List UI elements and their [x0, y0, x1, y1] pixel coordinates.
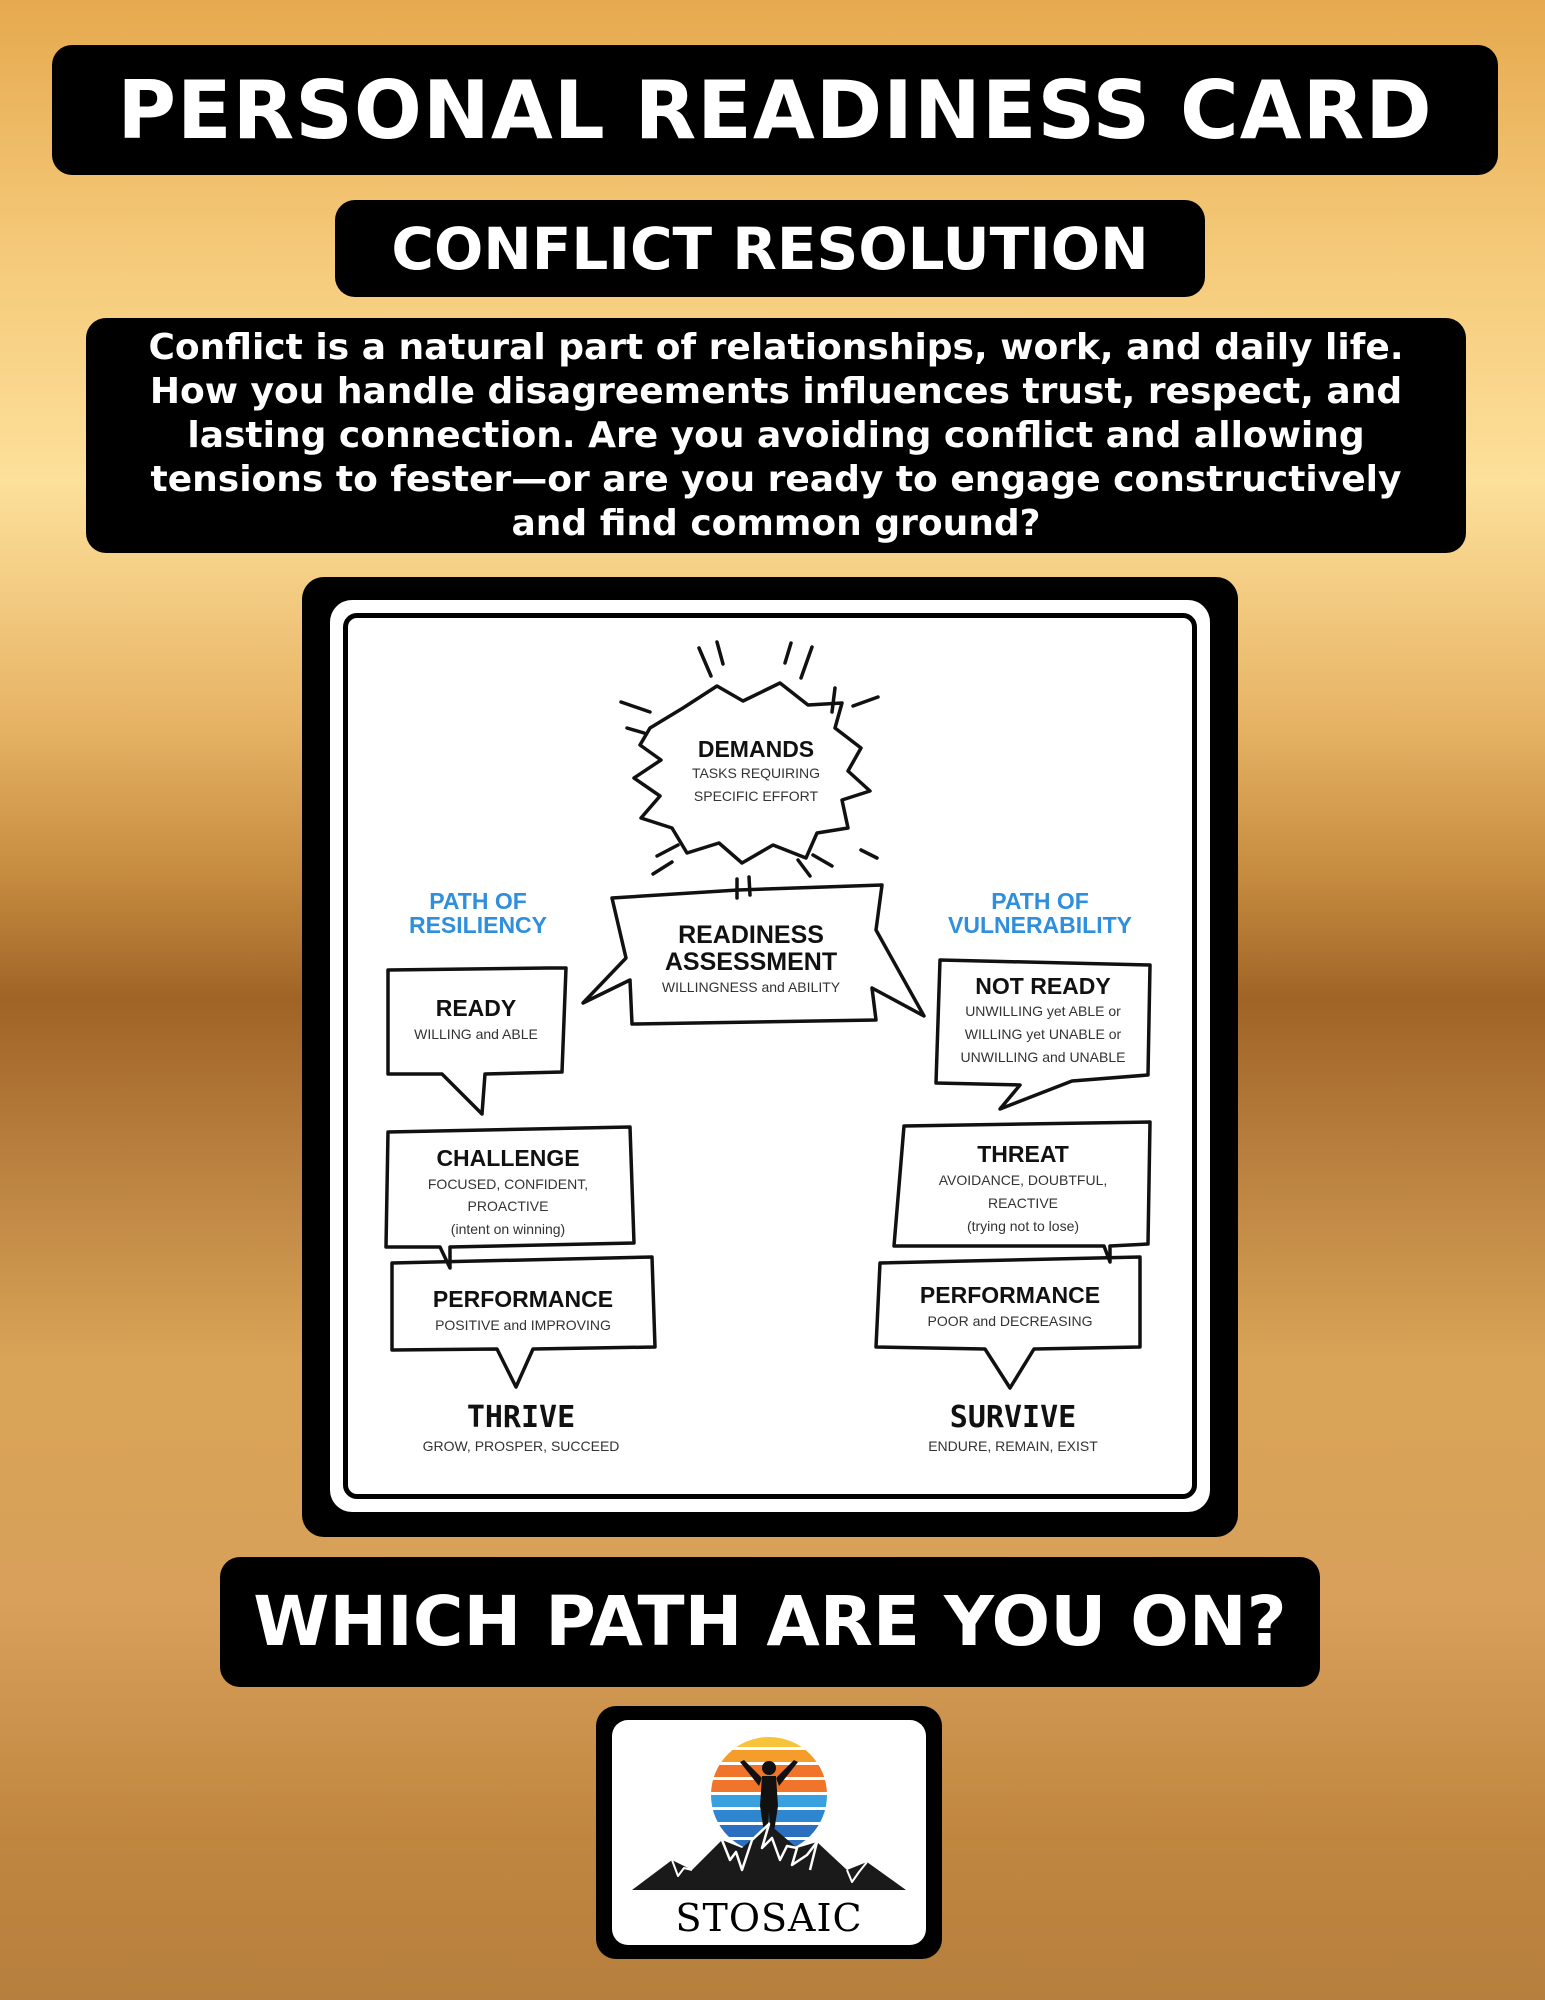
vulnerability-label-1: PATH OF — [991, 888, 1089, 914]
page-subtitle-text: CONFLICT RESOLUTION — [391, 214, 1149, 283]
challenge-line2: PROACTIVE — [467, 1198, 549, 1214]
survive-title: SURVIVE — [949, 1400, 1077, 1435]
not-ready-line2: WILLING yet UNABLE or — [964, 1026, 1122, 1042]
vulnerability-label-2: VULNERABILITY — [948, 912, 1132, 938]
assessment-title-2: ASSESSMENT — [664, 948, 838, 976]
demands-title: DEMANDS — [697, 736, 815, 762]
not-ready-line3: UNWILLING and UNABLE — [960, 1049, 1126, 1065]
assessment-sub: WILLINGNESS and ABILITY — [661, 979, 841, 995]
performance-right-sub: POOR and DECREASING — [927, 1313, 1093, 1329]
stosaic-logo — [612, 1720, 926, 1945]
logo-wordmark: STOSAIC — [675, 1896, 863, 1940]
thrive-sub: GROW, PROSPER, SUCCEED — [422, 1438, 620, 1454]
not-ready-line1: UNWILLING yet ABLE or — [965, 1003, 1121, 1019]
challenge-line3: (intent on winning) — [450, 1221, 566, 1237]
threat-line1: AVOIDANCE, DOUBTFUL, — [938, 1172, 1108, 1188]
challenge-line1: FOCUSED, CONFIDENT, — [427, 1176, 589, 1192]
threat-line3: (trying not to lose) — [966, 1218, 1080, 1234]
performance-left-title: PERFORMANCE — [432, 1286, 614, 1312]
threat-line2: REACTIVE — [987, 1195, 1059, 1211]
threat-title: THREAT — [977, 1141, 1069, 1167]
ready-sub: WILLING and ABLE — [414, 1026, 538, 1042]
performance-right-title: PERFORMANCE — [919, 1282, 1101, 1308]
performance-left-sub: POSITIVE and IMPROVING — [435, 1317, 611, 1333]
resiliency-label-2: RESILIENCY — [408, 912, 548, 938]
not-ready-title: NOT READY — [975, 973, 1111, 999]
path-question-text: WHICH PATH ARE YOU ON? — [253, 1582, 1287, 1662]
path-question — [220, 1557, 1320, 1687]
assessment-title-1: READINESS — [678, 921, 824, 949]
page-title-text: PERSONAL READINESS CARD — [117, 63, 1433, 157]
thrive-title: THRIVE — [466, 1400, 576, 1435]
intro-text: Conflict is a natural part of relationships, work, and daily life. How you handle disagreements influences trust, respect, and lasting connection. Are you avoiding conflict and allowing tensions to fester—or are you ready to engage constructively and find common ground? — [148, 326, 1404, 544]
challenge-title: CHALLENGE — [436, 1145, 580, 1171]
demands-line1: TASKS REQUIRING — [691, 765, 821, 781]
ready-title: READY — [435, 995, 517, 1021]
resiliency-label-1: PATH OF — [429, 888, 527, 914]
survive-sub: ENDURE, REMAIN, EXIST — [928, 1438, 1098, 1454]
demands-line2: SPECIFIC EFFORT — [693, 788, 819, 804]
